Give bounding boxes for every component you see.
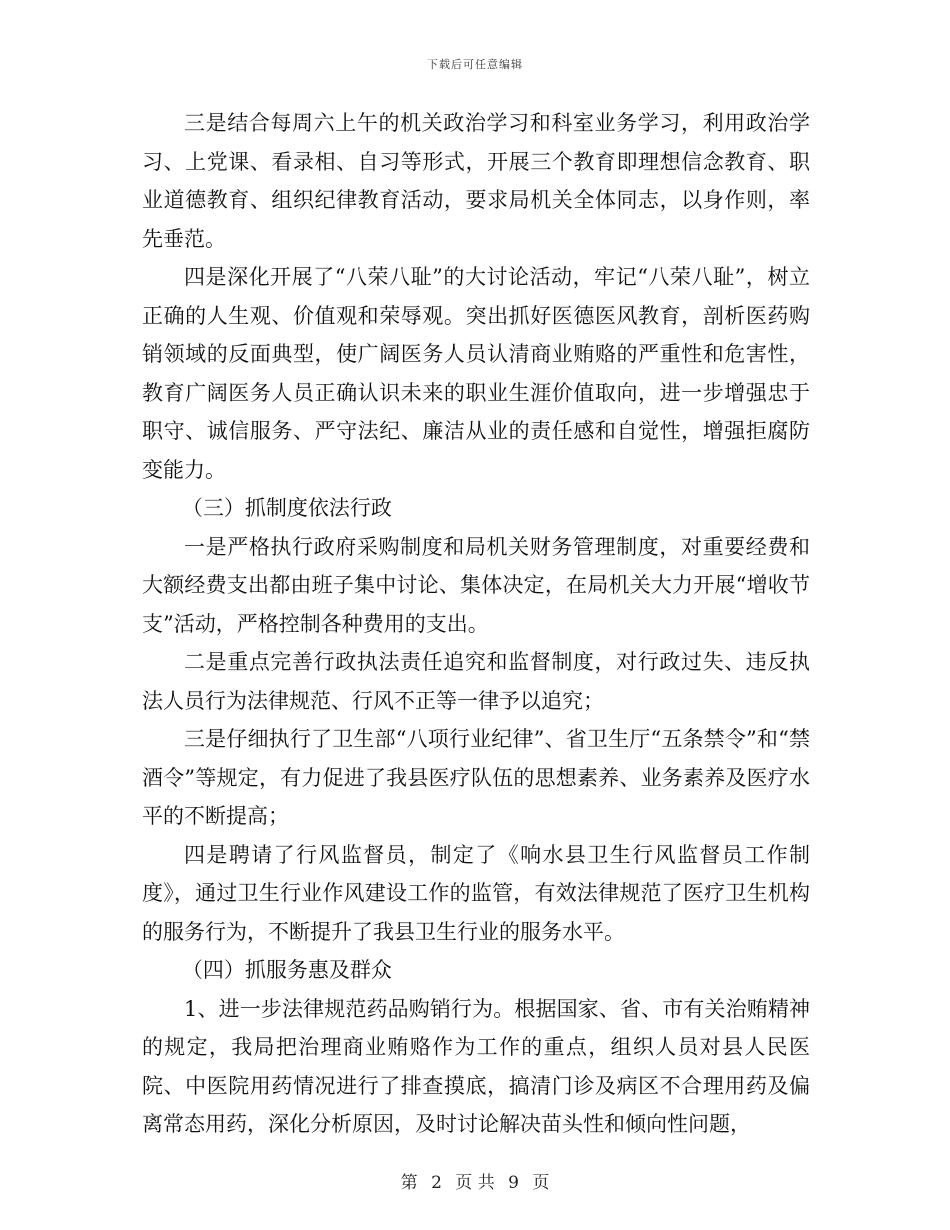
page-number-footer	[0, 1168, 950, 1193]
footer-middle: 页 共	[455, 1173, 495, 1193]
footer-page-number: 2	[431, 1173, 442, 1193]
section-heading-4: （四）抓服务惠及群众	[181, 958, 392, 982]
paragraph-3: 一是严格执行政府采购制度和局机关财务管理制度，对重要经费和大额经费支出都由班子集中讨论、集体决定，在局机关大力开展“增收节支”活动，严格控制各种费用的支出。	[142, 534, 810, 636]
paragraph-2: 四是深化开展了“八荣八耻”的大讨论活动，牢记“八荣八耻”，树立正确的人生观、价值观和荣辱观。突出抓好医德医风教育，剖析医药购销领域的反面典型，使广阔医务人员认清商业贿赂的严重性和危害性，教育广阔医务人员正确认识未来的职业生涯价值取向，进一步增强忠于职守、诚信服务、严守法纪、廉洁从业的责任感和自觉性，增强拒腐防变能力。	[142, 265, 810, 482]
paragraph-6: 四是聘请了行风监督员，制定了《响水县卫生行风监督员工作制度》，通过卫生行业作风建设工作的监管，有效法律规范了医疗卫生机构的服务行为，不断提升了我县卫生行业的服务水平。	[142, 842, 810, 944]
page-header-note: 下载后可任意编辑	[427, 58, 523, 71]
section-heading-3: （三）抓制度依法行政	[181, 496, 392, 520]
paragraph-5: 三是仔细执行了卫生部“八项行业纪律”、省卫生厅“五条禁令”和“禁酒令”等规定，有力促进了我县医疗队伍的思想素养、业务素养及医疗水平的不断提高；	[142, 727, 810, 828]
paragraph-1: 三是结合每周六上午的机关政治学习和科室业务学习，利用政治学习、上党课、看录相、自习等形式，开展三个教育即理想信念教育、职业道德教育、组织纪律教育活动，要求局机关全体同志，以身作则，率先垂范。	[142, 111, 810, 251]
paragraph-7: 1、进一步法律规范药品购销行为。根据国家、省、市有关治贿精神的规定，我局把治理商业贿赂作为工作的重点，组织人员对县人民医院、中医院用药情况进行了排查摸底，搞清门诊及病区不合理用药及偏离常态用药，深化分析原因，及时讨论解决苗头性和倾向性问题，	[142, 996, 810, 1136]
paragraph-4: 二是重点完善行政执法责任追究和监督制度，对行政过失、违反执法人员行为法律规范、行风不正等一律予以追究；	[142, 650, 810, 713]
document-body	[142, 104, 810, 1144]
footer-prefix: 第	[400, 1173, 418, 1193]
footer-total-pages: 9	[508, 1173, 519, 1193]
footer-suffix: 页	[532, 1173, 550, 1193]
